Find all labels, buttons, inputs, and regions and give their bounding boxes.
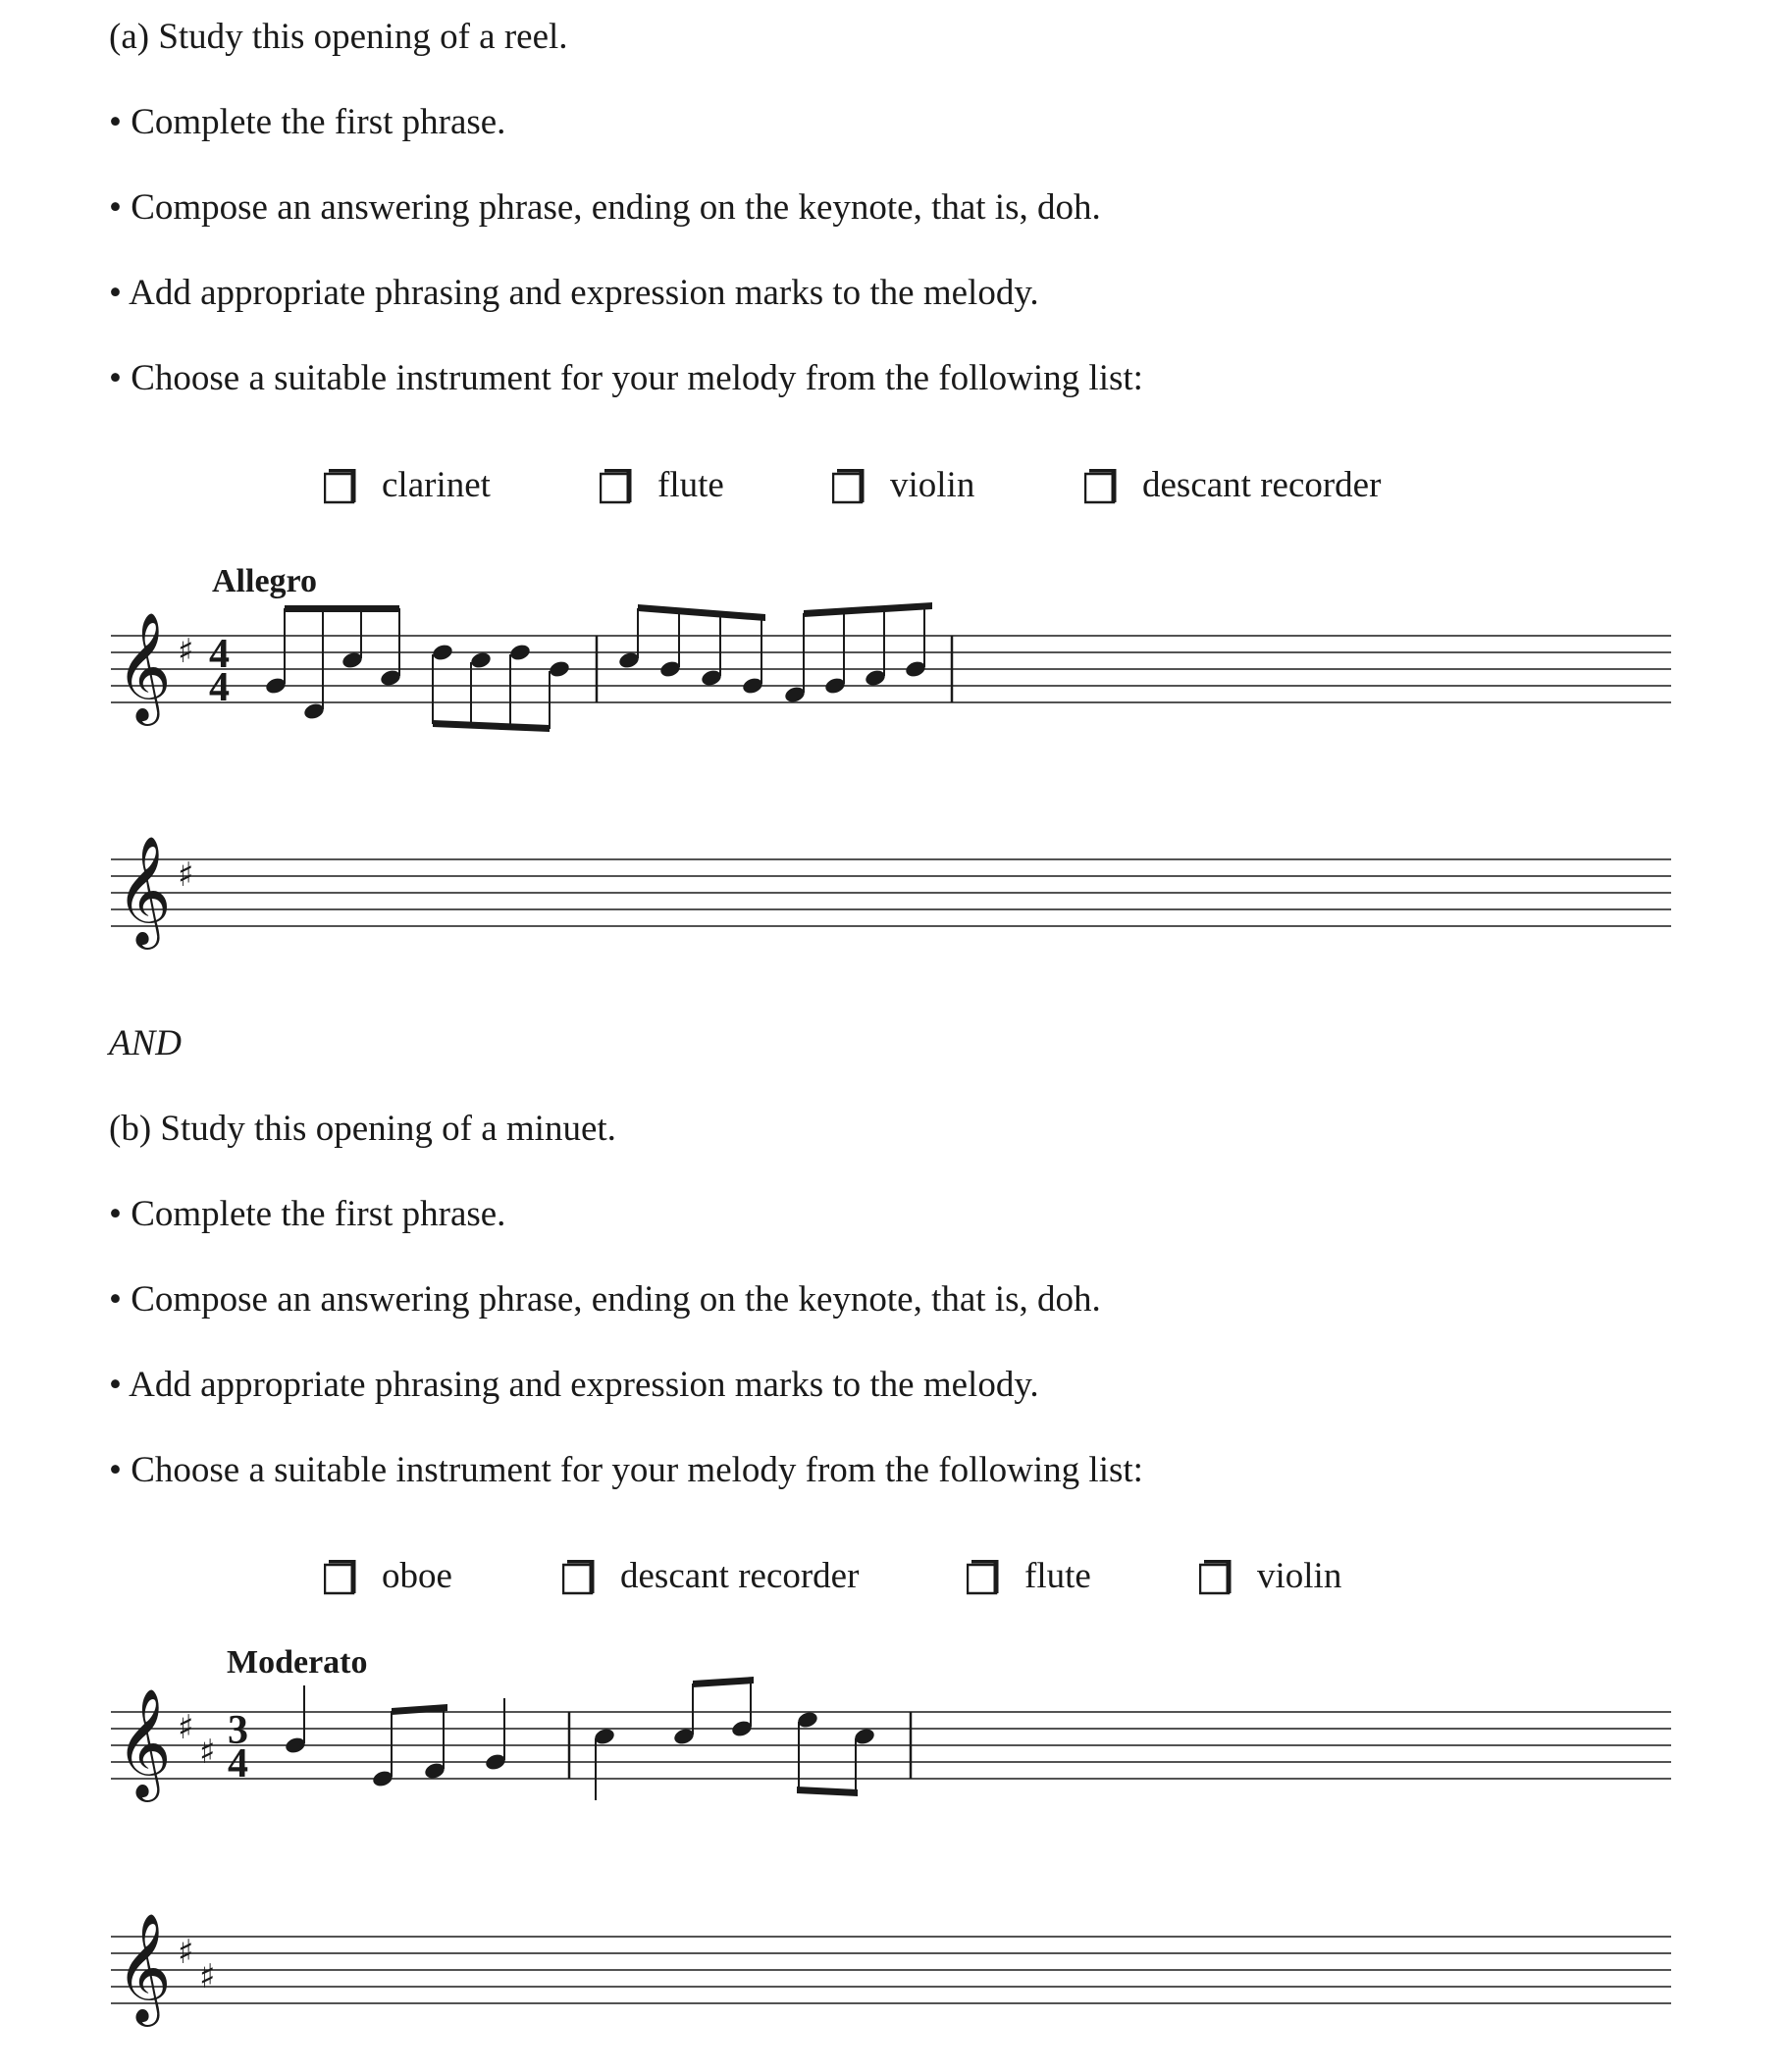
part-a-bullet-1: • Complete the first phrase.: [109, 102, 506, 142]
checkbox-icon[interactable]: [1199, 1560, 1233, 1593]
time-signature-bottom: 4: [228, 1741, 248, 1787]
option-label: clarinet: [382, 465, 491, 505]
option-label: flute: [657, 465, 724, 505]
option-label: violin: [890, 465, 975, 505]
option-flute[interactable]: [600, 464, 724, 507]
option-oboe[interactable]: [324, 1555, 452, 1598]
part-b-intro: (b) Study this opening of a minuet.: [109, 1109, 616, 1149]
option-violin[interactable]: [832, 464, 974, 507]
staff-b-answer[interactable]: [0, 1890, 1784, 2046]
option-descant-recorder[interactable]: [1084, 464, 1381, 507]
treble-clef-icon: 𝄞: [116, 835, 172, 945]
sharp-icon: ♯: [178, 1933, 194, 1972]
sharp-icon: ♯: [199, 1957, 216, 1996]
connector-and: AND: [109, 1023, 182, 1063]
sharp-icon: ♯: [178, 1708, 194, 1747]
staff-a-answer[interactable]: [0, 812, 1784, 969]
staff-lines: [111, 859, 1671, 926]
time-signature-top: 4: [209, 632, 230, 677]
note: [548, 659, 571, 679]
checkbox-icon[interactable]: [1084, 469, 1118, 502]
treble-clef-icon: 𝄞: [116, 1912, 172, 2022]
tempo-marking-allegro: Allegro: [212, 563, 318, 599]
option-label: oboe: [382, 1556, 452, 1596]
beam: [392, 1704, 447, 1715]
checkbox-icon[interactable]: [562, 1560, 596, 1593]
note: [431, 643, 454, 662]
beam: [638, 604, 765, 621]
note: [508, 643, 532, 662]
sharp-icon: ♯: [178, 855, 194, 895]
option-label: descant recorder: [1142, 465, 1382, 505]
option-clarinet[interactable]: [324, 464, 491, 507]
staff-b-opening: [0, 1665, 1784, 1822]
sharp-icon: ♯: [199, 1733, 216, 1772]
part-b-bullet-1: • Complete the first phrase.: [109, 1194, 506, 1234]
checkbox-icon[interactable]: [832, 469, 866, 502]
part-a-intro: (a) Study this opening of a reel.: [109, 17, 568, 57]
beam: [433, 720, 550, 732]
beam: [693, 1677, 754, 1687]
beam: [797, 1787, 858, 1796]
checkbox-icon[interactable]: [324, 1560, 357, 1593]
staff-lines: [111, 1712, 1671, 1779]
sharp-icon: ♯: [178, 632, 194, 671]
option-violin-b[interactable]: [1199, 1555, 1341, 1598]
part-b-bullet-2: • Compose an answering phrase, ending on the keynote, that is, doh.: [109, 1279, 1101, 1320]
time-signature-bottom: 4: [209, 665, 230, 710]
part-b-bullet-3: • Add appropriate phrasing and expression marks to the melody.: [109, 1365, 1039, 1405]
note: [469, 650, 493, 670]
checkbox-icon[interactable]: [967, 1560, 1000, 1593]
beam: [285, 605, 399, 612]
time-signature-4-4: [209, 632, 230, 710]
staff-a-opening: [0, 589, 1784, 746]
part-a-bullet-4: • Choose a suitable instrument for your melody from the following list:: [109, 358, 1143, 398]
part-b-bullet-4: • Choose a suitable instrument for your melody from the following list:: [109, 1450, 1143, 1490]
time-signature-top: 3: [228, 1708, 248, 1753]
beam: [804, 602, 932, 617]
option-label: descant recorder: [620, 1556, 860, 1596]
option-descant-recorder-b[interactable]: [562, 1555, 859, 1598]
treble-clef-icon: 𝄞: [116, 611, 172, 721]
checkbox-icon[interactable]: [324, 469, 357, 502]
time-signature-3-4: [228, 1708, 248, 1787]
tempo-marking-moderato: Moderato: [227, 1644, 368, 1681]
option-flute-b[interactable]: [967, 1555, 1091, 1598]
option-label: violin: [1257, 1556, 1342, 1596]
treble-clef-icon: 𝄞: [116, 1687, 172, 1797]
checkbox-icon[interactable]: [600, 469, 633, 502]
part-a-bullet-2: • Compose an answering phrase, ending on the keynote, that is, doh.: [109, 187, 1101, 228]
option-label: flute: [1024, 1556, 1091, 1596]
staff-lines: [111, 1937, 1671, 2003]
staff-lines: [111, 636, 1671, 702]
part-a-bullet-3: • Add appropriate phrasing and expression marks to the melody.: [109, 273, 1039, 313]
